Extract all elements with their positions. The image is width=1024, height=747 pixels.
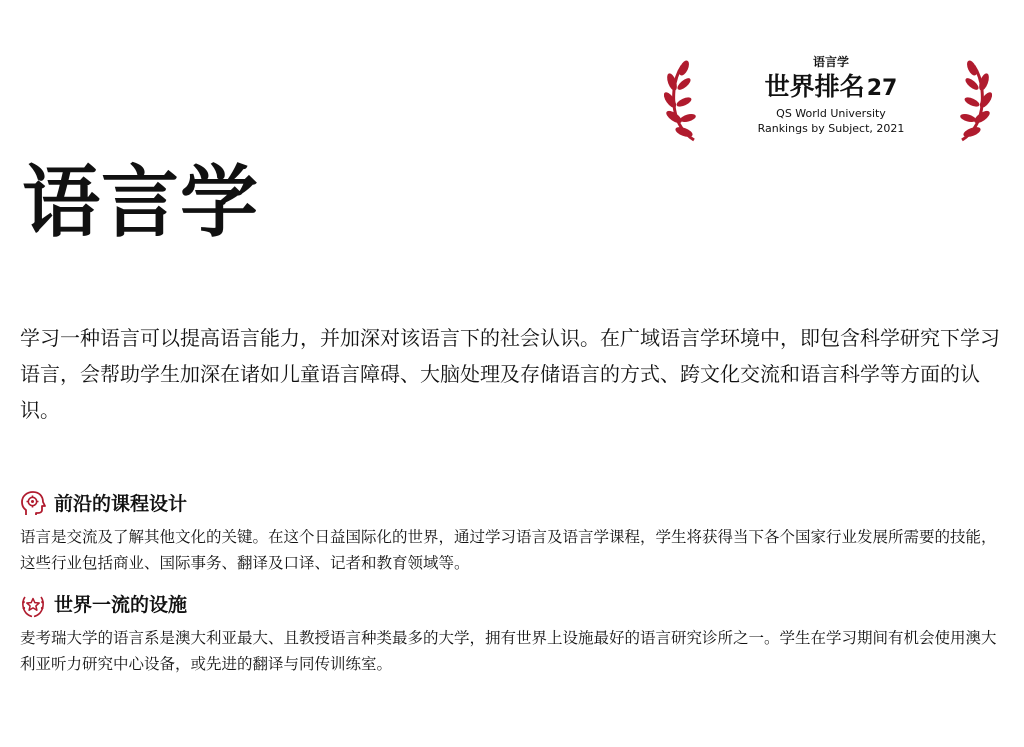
star-laurel-icon <box>20 592 46 618</box>
badge-subject: 语言学 <box>812 55 849 69</box>
badge-rank-value: 27 <box>866 76 898 101</box>
section-title: 前沿的课程设计 <box>54 493 188 515</box>
laurel-right-icon <box>946 60 992 144</box>
section-body: 麦考瑞大学的语言系是澳大利亚最大、且教授语言种类最多的大学，拥有世界上设施最好的语言研究诊所之一。学生在学习期间有机会使用澳大利亚听力研究中心设备，或先进的翻译与同传训练室。 <box>20 629 997 673</box>
badge-source-line-2: Rankings by Subject, 2021 <box>757 122 905 135</box>
badge-rank <box>722 70 940 106</box>
badge-source-line-1: QS World University <box>776 107 886 120</box>
ranking-badge <box>662 52 1002 152</box>
intro-paragraph: 学习一种语言可以提高语言能力，并加深对该语言下的社会认识。在广域语言学环境中，即包含科学研究下学习语言，会帮助学生加深在诸如儿童语言障碍、大脑处理及存储语言的方式、跨文化交流和语言科学等方面的认识。 <box>20 326 1000 422</box>
section-body: 语言是交流及了解其他文化的关键。在这个日益国际化的世界，通过学习语言及语言学课程，学生将获得当下各个国家行业发展所需要的技能，这些行业包括商业、国际事务、翻译及口译、记者和教育领域等。 <box>20 528 997 572</box>
badge-rank-label: 世界排名 <box>764 72 865 101</box>
laurel-left-icon <box>664 60 710 144</box>
section-title: 世界一流的设施 <box>54 594 188 616</box>
brain-head-icon <box>20 491 46 517</box>
page-title: 语言学 <box>22 158 260 248</box>
section-header <box>20 489 1004 519</box>
section-curriculum <box>20 489 1004 576</box>
badge-text <box>722 54 940 136</box>
section-facilities <box>20 590 1004 677</box>
section-header <box>20 590 1004 620</box>
